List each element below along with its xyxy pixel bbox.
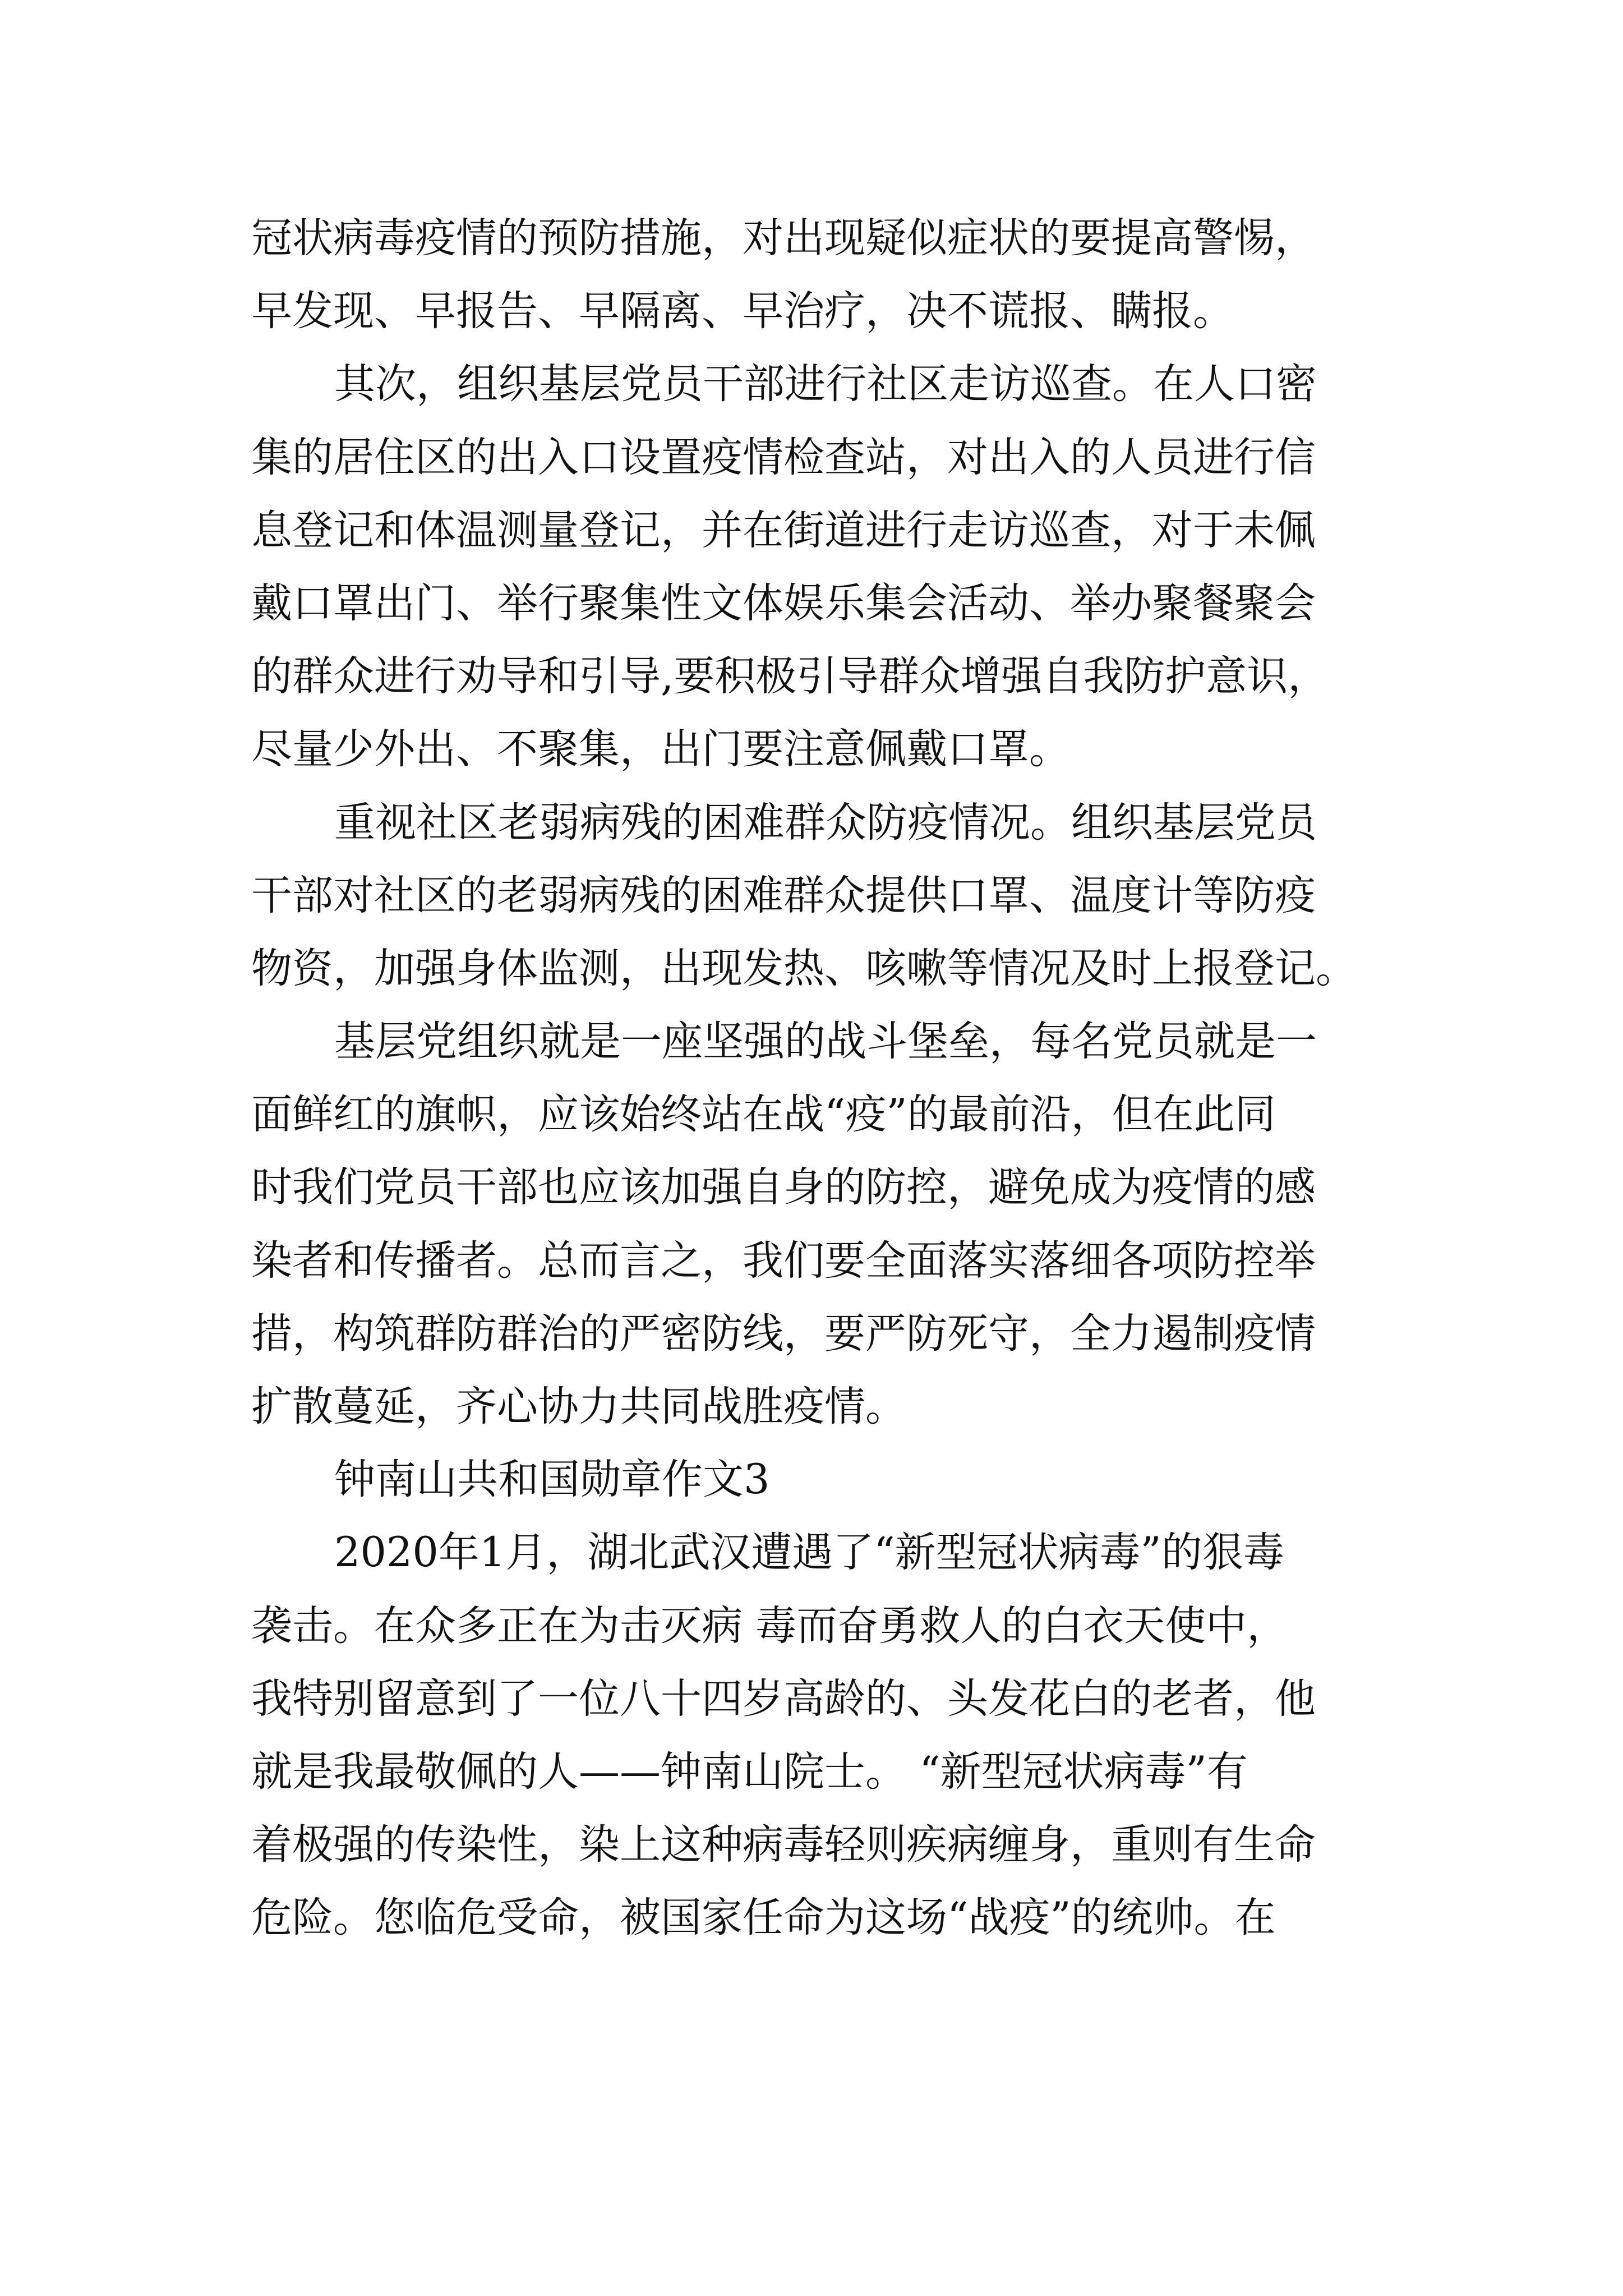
text-line: 钟南山共和国勋章作文3 [334,1456,770,1504]
text-line: 重视社区老弱病残的困难群众防疫情况。组织基层党员 [334,798,1317,846]
text-line: 戴口罩出门、举行聚集性文体娱乐集会活动、举办聚餐聚会 [251,579,1316,627]
text-line: 的群众进行劝导和引导,要积极引导群众增强自我防护意识， [251,652,1329,701]
text-line: 集的居住区的出入口设置疫情检查站，对出入的人员进行信 [251,433,1316,481]
text-line: 我特别留意到了一位八十四岁高龄的、头发花白的老者，他 [251,1674,1316,1723]
text-line: 袭击。在众多正在为击灭病 毒而奋勇救人的白衣天使中， [251,1602,1288,1650]
text-line: 息登记和体温测量登记，并在街道进行走访巡查，对于未佩 [251,506,1316,554]
text-line: 物资，加强身体监测，出现发热、咳嗽等情况及时上报登记。 [251,944,1357,992]
text-line: 干部对社区的老弱病残的困难群众提供口罩、温度计等防疫 [251,871,1316,919]
text-line: 基层党组织就是一座坚强的战斗堡垒，每名党员就是一 [334,1018,1317,1066]
text-line: 就是我最敬佩的人——钟南山院士。 “新型冠状病毒”有 [251,1747,1248,1796]
text-line: 着极强的传染性，染上这种病毒轻则疾病缠身，重则有生命 [251,1821,1316,1869]
text-line: 其次，组织基层党员干部进行社区走访巡查。在人口密 [334,360,1317,408]
text-line: 时我们党员干部也应该加强自身的防控，避免成为疫情的感 [251,1163,1316,1212]
text-line: 措，构筑群防群治的严密防线，要严防死守，全力遏制疫情 [251,1309,1316,1358]
text-line: 染者和传播者。总而言之，我们要全面落实落细各项防控举 [251,1236,1316,1285]
document-body [251,202,1395,1955]
text-line: 早发现、早报告、早隔离、早治疗，决不谎报、瞒报。 [251,287,1234,335]
text-line: 面鲜红的旗帜，应该始终站在战“疫”的最前沿，但在此同 [251,1091,1276,1139]
text-line: 尽量少外出、不聚集，出门要注意佩戴口罩。 [251,725,1070,774]
text-line: 2020年1月，湖北武汉遭遇了“新型冠状病毒”的狠毒 [334,1529,1284,1577]
text-line: 冠状病毒疫情的预防措施，对出现疑似症状的要提高警惕， [251,214,1316,262]
text-line: 危险。您临危受命，被国家任命为这场“战疫”的统帅。在 [251,1894,1276,1942]
text-line: 扩散蔓延，齐心协力共同战胜疫情。 [251,1383,906,1430]
